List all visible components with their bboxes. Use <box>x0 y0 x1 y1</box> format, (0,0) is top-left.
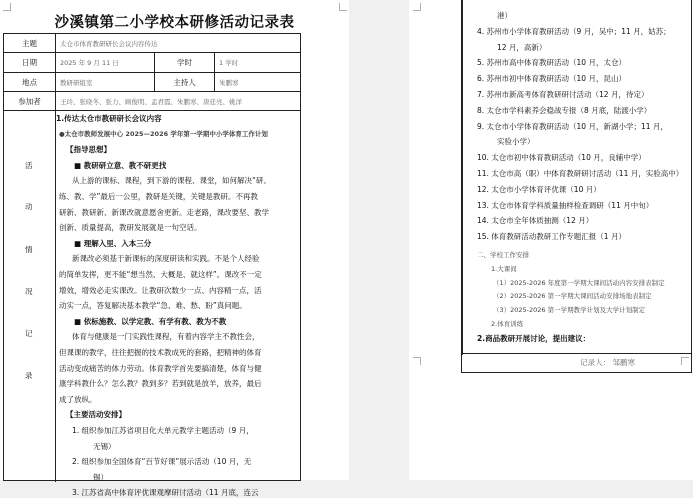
content-line: 9. 太仓市小学体育教研活动（10 月，新湖小学；11 月， <box>477 121 668 131</box>
record-label-char: 活 <box>25 161 33 170</box>
participants-value: 王玲、张晓冬、张力、顾俊明、孟君霞、朱鹏寒、唐廷亮、姚洋 <box>56 92 300 111</box>
crop-mark <box>413 3 421 11</box>
content-line: 【主要活动安排】 <box>66 410 126 420</box>
content-line: 1. 组织参加江苏省项目化大单元教学主题活动（9 月， <box>72 426 254 435</box>
form-title: 沙溪镇第二小学校本研修活动记录表 <box>54 15 295 31</box>
content-line: 动实一点，答复解决基本教学“急、难、愁、盼”真问题。 <box>59 301 247 311</box>
content-line: 6. 苏州市初中体育教研活动（10 月，昆山） <box>477 74 626 84</box>
record-label-char: 录 <box>25 371 33 380</box>
content-line: ■ 教研研立意、教不研更找 <box>74 160 167 170</box>
subject-label: 主题 <box>4 34 56 53</box>
content-line: 5. 苏州市高中体育教研活动（10 月，太仓） <box>477 58 626 68</box>
content-line: 8. 太仓市学科素养会稳战专报（8 月底，陆渡小学） <box>477 105 652 115</box>
place-value: 教研研组室 <box>56 73 155 92</box>
content-line: 2. 组织参加全国体育“百节好课”展示活动（10 月，无 <box>72 457 252 467</box>
content-line: 从上游的课标、课程，到下游的课程、课堂，如何解决“研、 <box>72 176 271 186</box>
host-value: 朱鹏寒 <box>215 73 300 92</box>
document-page-right <box>409 0 693 480</box>
recorder-row <box>461 353 692 373</box>
content-line: ●太仓市教师发展中心 2025—2026 学年第一学期中小学体育工作计划 <box>59 129 268 138</box>
record-label-char: 情 <box>25 245 33 254</box>
crop-mark <box>3 3 11 11</box>
content-line: 12 月，高新） <box>497 42 547 52</box>
content-line: ■ 依标施教、以学定教、有学有教、教为不教 <box>74 316 227 326</box>
content-line: 实验小学） <box>497 137 535 147</box>
place-label: 地点 <box>4 73 56 92</box>
recorder-signature: 记录人： 邹鹏寒 <box>580 358 635 367</box>
content-line: 7. 苏州市新高考体育教研研讨活动（12 月，待定） <box>477 90 649 99</box>
content-line: 二、学校工作安排 <box>477 251 529 259</box>
record-label-char: 动 <box>25 202 33 211</box>
content-line: 2.商品教研开展讨论，提出建议： <box>477 333 591 343</box>
content-line: （3）2025-2026 第一学期教学计划及大学计划制定 <box>493 306 646 315</box>
content-line: 4. 苏州市小学体育教研活动（9 月，吴中；11 月，姑苏； <box>477 26 671 36</box>
hours-label: 学时 <box>155 53 215 73</box>
hours-value: 1 学时 <box>215 53 300 73</box>
content-line: 11. 太仓市高（职）中体育教研研讨活动（11 月，实验高中） <box>477 169 684 178</box>
content-line: 增效，增效必走实课改。让教研次数少一点、内容精一点，活 <box>59 285 262 295</box>
content-line: 新课改必须基于新课标的深度研读和实践。不是个人经验 <box>72 254 260 264</box>
host-label: 主持人 <box>155 73 215 92</box>
content-line: 创新、质量提高，教研发展就是一句空话。 <box>59 223 202 233</box>
content-line: 【指导思想】 <box>66 145 111 155</box>
date-label: 日期 <box>4 53 56 73</box>
crop-mark <box>339 3 347 11</box>
content-line: 研新、教研新、新课改就意愿舍更新。走老路，课改要坚、教学 <box>59 207 269 217</box>
content-line: 无锡） <box>93 441 116 451</box>
content-line: 12. 太仓市小学体育评优课（10 月） <box>477 184 601 194</box>
date-value: 2025 年 9 月 11 日 <box>56 53 155 73</box>
content-line: 体育与健康是一门实践性课程，有着内容学主不教性会， <box>72 332 260 342</box>
content-line: （2）2025-2026 第一学期大课间活动安排场地表制定 <box>493 292 652 301</box>
content-line: 康学科教什么？怎么教？教到多？若到就是放羊，放养，最后 <box>59 379 262 389</box>
content-line: 的简单发挥，更不能“想当然、大概是、就这样”。课改不一定 <box>59 270 262 279</box>
content-line: 港） <box>497 11 512 20</box>
content-line: 1.传达太仓市教研研长会议内容 <box>56 114 162 123</box>
content-line: 3. 江苏省高中体育评优课观摩研讨活动（11 月底，连云 <box>72 488 259 498</box>
table-divider <box>462 0 463 355</box>
crop-mark <box>413 357 421 365</box>
content-line: 锡） <box>93 472 108 482</box>
content-line: （1）2025-2026 年度第一学期大课间活动内容安排表制定 <box>493 278 665 287</box>
content-line: 14. 太仓市全年体质抽测（12 月） <box>477 216 594 226</box>
content-line: 10. 太仓市初中体育教研活动（10 月，良辅中学） <box>477 153 646 163</box>
content-line: 2.体育训练 <box>491 320 524 328</box>
content-line: 13. 太仓市体育学科质量抽样检查调研（11 月中旬） <box>477 200 654 210</box>
content-line: 练、教、学”最后一公里，教研是关键，关键是教研。不再教 <box>59 192 258 201</box>
subject-value: 太仓市体育教研研长会议内容传达 <box>56 34 300 53</box>
record-label-char: 记 <box>25 329 33 338</box>
content-line: ■ 理解入里、入本三分 <box>74 238 152 248</box>
content-line: 活动变成痛苦的体力劳动。体育教学首先要搞清楚，体育与健 <box>59 363 262 373</box>
participants-label: 参加者 <box>4 92 56 111</box>
content-line: 成了放纵。 <box>59 394 97 404</box>
record-label-char: 况 <box>25 287 33 296</box>
content-line: 15. 体育教研活动教研工作专题汇报（1 月） <box>477 232 626 242</box>
content-line: 但课课的教学，往往把握的技术教成死的套路，把精神的体育 <box>59 348 262 357</box>
content-line: 1.大课间 <box>491 264 517 273</box>
